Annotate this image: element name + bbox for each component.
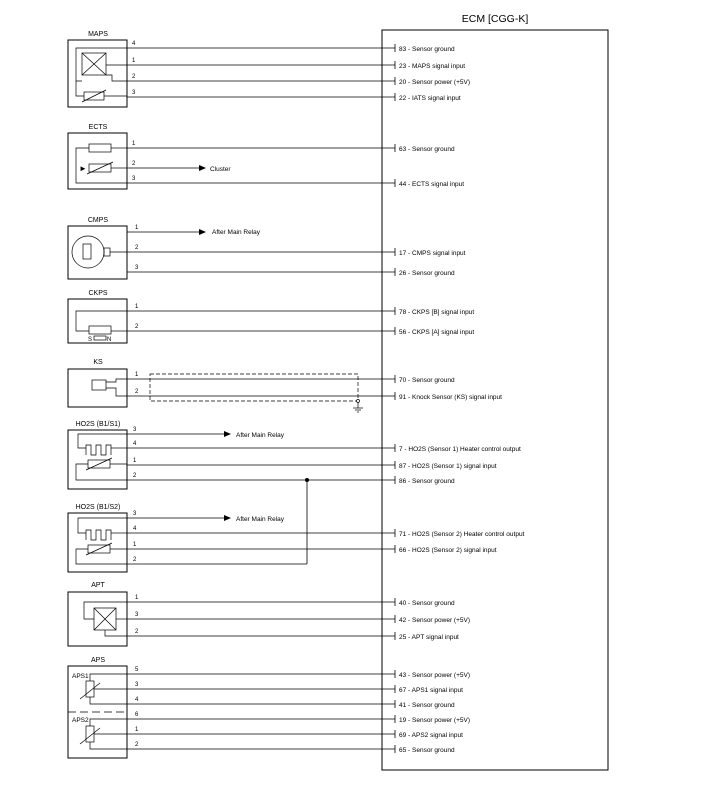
pin-number: 1 [135, 304, 139, 310]
oxygen-sensor-icon [86, 543, 112, 555]
ecm-pin-label: 66 - HO2S (Sensor 2) signal input [399, 547, 497, 554]
potentiometer-icon [80, 726, 100, 744]
pin-number: 4 [133, 441, 137, 447]
aps1-label: APS1 [72, 673, 89, 680]
pin-number: 2 [132, 74, 136, 80]
pin-number: 3 [133, 511, 137, 517]
potentiometer-icon [80, 681, 100, 699]
ecm-pin-label: 83 - Sensor ground [399, 46, 455, 53]
pin-number: 1 [132, 58, 136, 64]
cmps-sensor [68, 217, 139, 279]
ecm-pin-label: 67 - APS1 signal input [399, 687, 463, 694]
ecm-pin-label: 41 - Sensor ground [399, 702, 455, 709]
ecm-pin-label: 25 - APT signal input [399, 634, 459, 641]
wires [127, 48, 395, 749]
pin-number: 2 [132, 161, 136, 167]
cluster-label: Cluster [210, 166, 231, 173]
pin-number: 2 [135, 324, 139, 330]
pin-number: 2 [133, 557, 137, 563]
pin-number: 1 [132, 141, 136, 147]
pin-number: 6 [135, 712, 139, 718]
apt-title: APT [91, 582, 105, 589]
pole-mark: S [88, 337, 93, 343]
pin-number: 1 [135, 372, 139, 378]
pin-number: 2 [135, 742, 139, 748]
pin-number: 1 [133, 458, 137, 464]
ecm-pin-label: 71 - HO2S (Sensor 2) Heater control output [399, 531, 525, 538]
pin-number: 3 [135, 612, 139, 618]
after-main-relay-label: After Main Relay [236, 432, 285, 439]
maps-title: MAPS [88, 31, 108, 38]
ecm-block [382, 13, 608, 770]
pin-number: 2 [135, 389, 139, 395]
pole-mark: N [107, 337, 112, 343]
pin-number: 3 [133, 427, 137, 433]
pin-number: 3 [135, 265, 139, 271]
maps-sensor [68, 31, 136, 107]
ecm-pin-label: 44 - ECTS signal input [399, 181, 465, 188]
aps-sensor [68, 657, 139, 758]
apt-sensor [68, 582, 139, 646]
pin-number: 1 [135, 225, 139, 231]
ecm-pin-label: 20 - Sensor power (+5V) [399, 79, 470, 86]
ects-sensor [68, 124, 136, 189]
ecm-title: ECM [CGG-K] [461, 13, 529, 25]
pressure-sensor-icon [94, 608, 116, 630]
pin-number: 1 [133, 542, 137, 548]
ho2s-b1s2-sensor [68, 504, 137, 572]
piezo-sensor-icon [92, 380, 106, 390]
gauge-icon: ► [79, 164, 87, 173]
thermistor-icon [87, 144, 113, 174]
pin-number: 2 [133, 473, 137, 479]
ecm-pin-label: 26 - Sensor ground [399, 270, 455, 277]
ecm-pin-label: 40 - Sensor ground [399, 600, 455, 607]
pin-number: 4 [135, 697, 139, 703]
ecm-pin-label: 17 - CMPS signal input [399, 250, 466, 257]
heater-icon [86, 530, 111, 540]
ks-title: KS [93, 359, 103, 366]
after-main-relay-label: After Main Relay [236, 516, 285, 523]
ecm-pin-label: 22 - IATS signal input [399, 95, 461, 102]
ecm-pin-label: 43 - Sensor power (+5V) [399, 672, 470, 679]
heater-icon [86, 445, 111, 455]
pin-number: 1 [135, 595, 139, 601]
hall-sensor-icon [72, 236, 110, 268]
ecm-pin-label: 91 - Knock Sensor (KS) signal input [399, 394, 502, 401]
pin-number: 5 [135, 667, 139, 673]
ecm-pin-labels [399, 46, 525, 754]
oxygen-sensor-icon [86, 458, 112, 470]
pin-number: 2 [135, 245, 139, 251]
ckps-sensor [68, 290, 139, 343]
after-main-relay-label: After Main Relay [212, 229, 261, 236]
ecm-pin-label: 23 - MAPS signal input [399, 63, 466, 70]
pressure-sensor-icon [82, 53, 106, 75]
ecm-pin-label: 42 - Sensor power (+5V) [399, 617, 470, 624]
ecm-pin-label: 86 - Sensor ground [399, 478, 455, 485]
ecm-pin-label: 7 - HO2S (Sensor 1) Heater control output [399, 446, 521, 453]
aps2-label: APS2 [72, 717, 89, 724]
ecm-pin-label: 65 - Sensor ground [399, 747, 455, 754]
pin-number: 3 [132, 90, 136, 96]
ks-sensor [68, 359, 139, 407]
ecm-pin-label: 56 - CKPS [A] signal input [399, 329, 475, 336]
ckps-title: CKPS [88, 290, 108, 297]
ecm-pin-label: 70 - Sensor ground [399, 377, 455, 384]
aps-title: APS [90, 657, 106, 664]
ho2s-b1s1-title: HO2S (B1/S1) [75, 421, 121, 428]
pin-number: 2 [135, 629, 139, 635]
ecm-pin-label: 63 - Sensor ground [399, 146, 455, 153]
ects-title: ECTS [88, 124, 108, 131]
ecm-pin-label: 19 - Sensor power (+5V) [399, 717, 470, 724]
pin-number: 1 [135, 727, 139, 733]
ho2s-b1s1-sensor [68, 421, 137, 489]
cmps-title: CMPS [87, 217, 109, 224]
pin-number: 4 [132, 41, 136, 47]
ho2s-b1s2-title: HO2S (B1/S2) [75, 504, 121, 511]
ecm-pin-label: 87 - HO2S (Sensor 1) signal input [399, 463, 497, 470]
pin-number: 3 [135, 682, 139, 688]
thermistor-icon [82, 90, 106, 102]
ecm-pin-label: 78 - CKPS [B] signal input [399, 309, 475, 316]
ecm-pin-label: 69 - APS2 signal input [399, 732, 463, 739]
pin-number: 3 [132, 176, 136, 182]
pin-number: 4 [133, 526, 137, 532]
